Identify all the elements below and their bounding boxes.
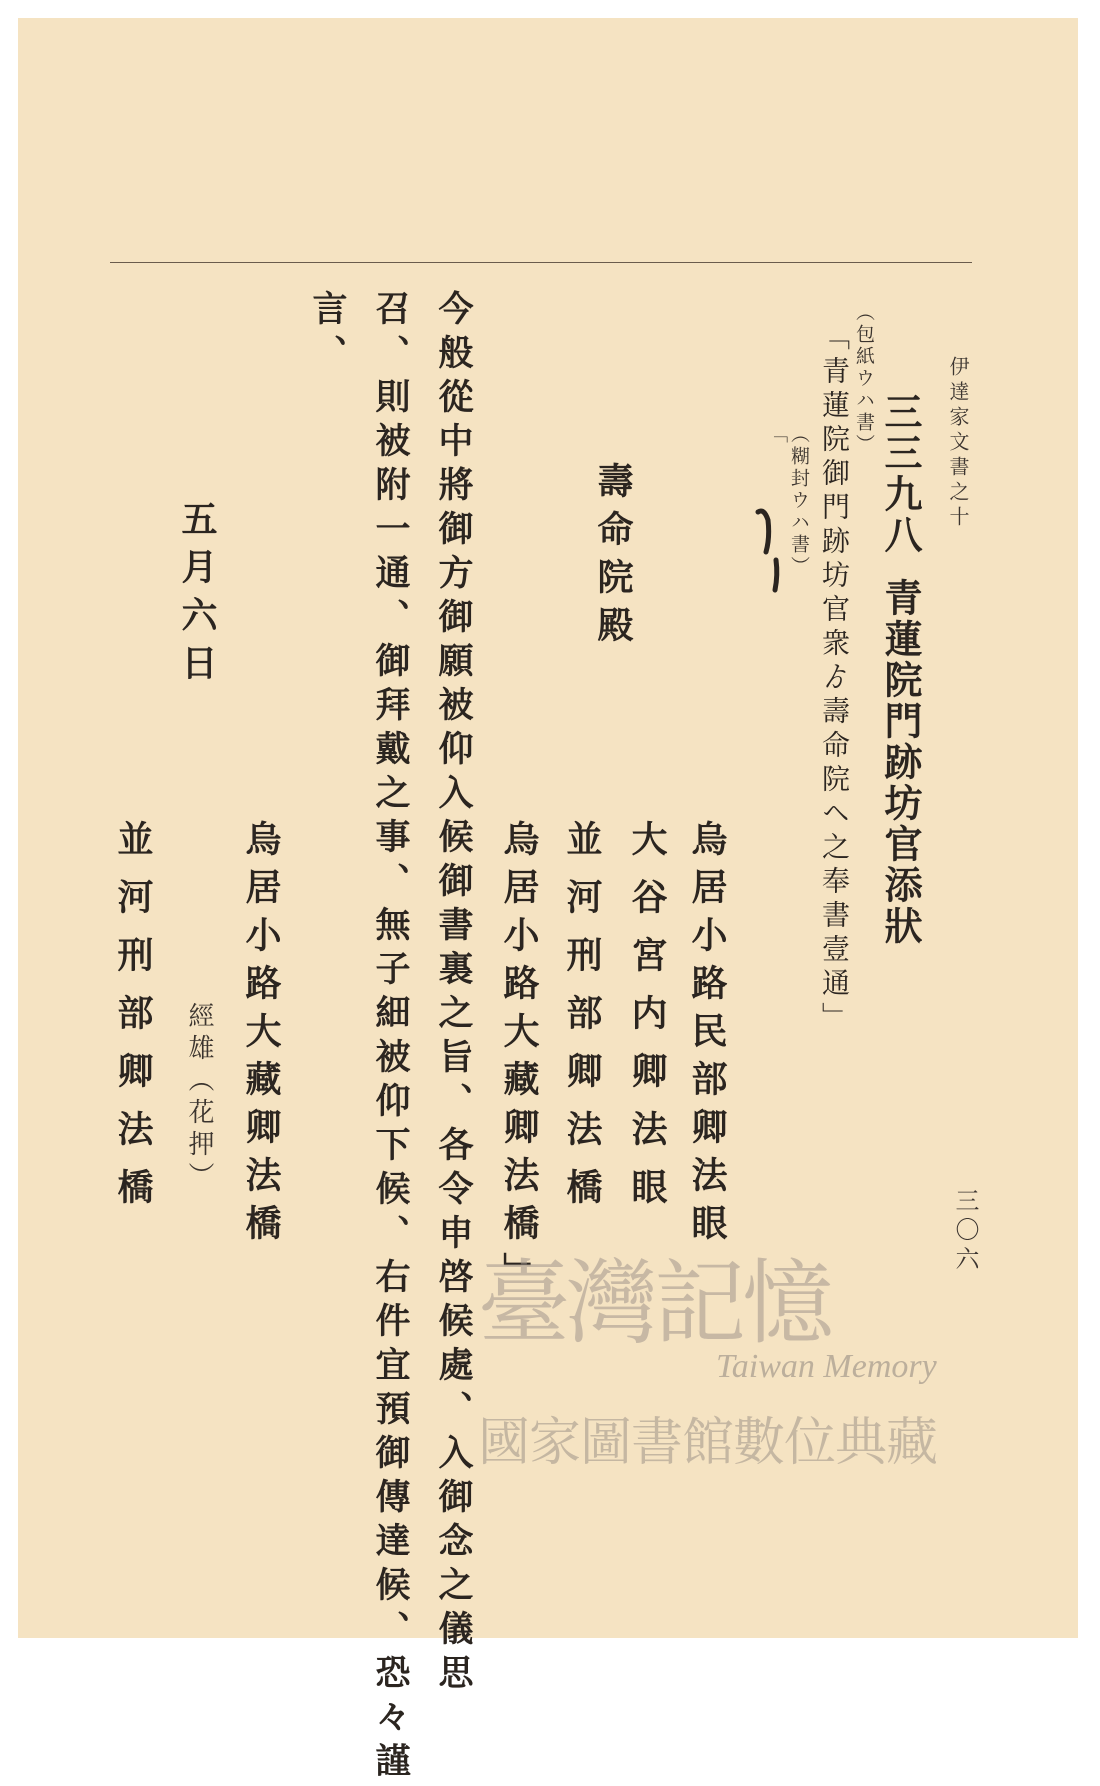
wrapper-note: （包紙ウハ書） (853, 302, 875, 456)
sender-4: 烏居小路大藏卿法橋」 (498, 820, 540, 1300)
signatory-1-name: 烏居小路大藏卿法橋 (240, 820, 282, 1252)
seal-brush-mark (748, 490, 788, 600)
header-rule (110, 262, 972, 263)
document-number: 三三九八 (878, 392, 923, 556)
seal-note: （糊封ウハ書） (788, 424, 810, 578)
body-line-1: 今般從中將御方御願被仰入候御書裏之旨、各令申啓候處、入御念之儀思 (433, 290, 474, 1698)
sender-2: 大谷宮内卿法眼 (626, 820, 668, 1226)
addressee: 壽命院殿 (592, 462, 634, 654)
signatory-1-personal: 經雄（花押） (184, 1002, 214, 1194)
signatory-2-name: 並河刑部卿法橋 (112, 820, 154, 1226)
body-line-2: 召、則被附一通、御拜戴之事、無子細被仰下候、右件宜預御傳達候、恐々謹 (370, 290, 411, 1786)
watermark (478, 1230, 1038, 1520)
page-number: 三〇六 (951, 1188, 979, 1275)
sender-3: 並河刑部卿法橋 (561, 820, 603, 1226)
watermark-subtitle: 國家圖書館數位典藏 (478, 1413, 938, 1473)
wrapper-text: 「青蓮院御門跡坊官衆ゟ壽命院ヘ之奉書壹通」 (818, 322, 851, 1036)
date: 五月六日 (176, 500, 218, 692)
watermark-main: 臺灣記憶 (478, 1250, 831, 1357)
watermark-english: Taiwan Memory (716, 1348, 937, 1385)
seal-bracket: 「 (766, 424, 788, 446)
running-title: 伊達家文書之十 (946, 356, 970, 531)
document-title: 青蓮院門跡坊官添狀 (878, 578, 923, 947)
body-line-3: 言、 (307, 290, 348, 378)
sender-1: 烏居小路民部卿法眼 (686, 820, 728, 1252)
